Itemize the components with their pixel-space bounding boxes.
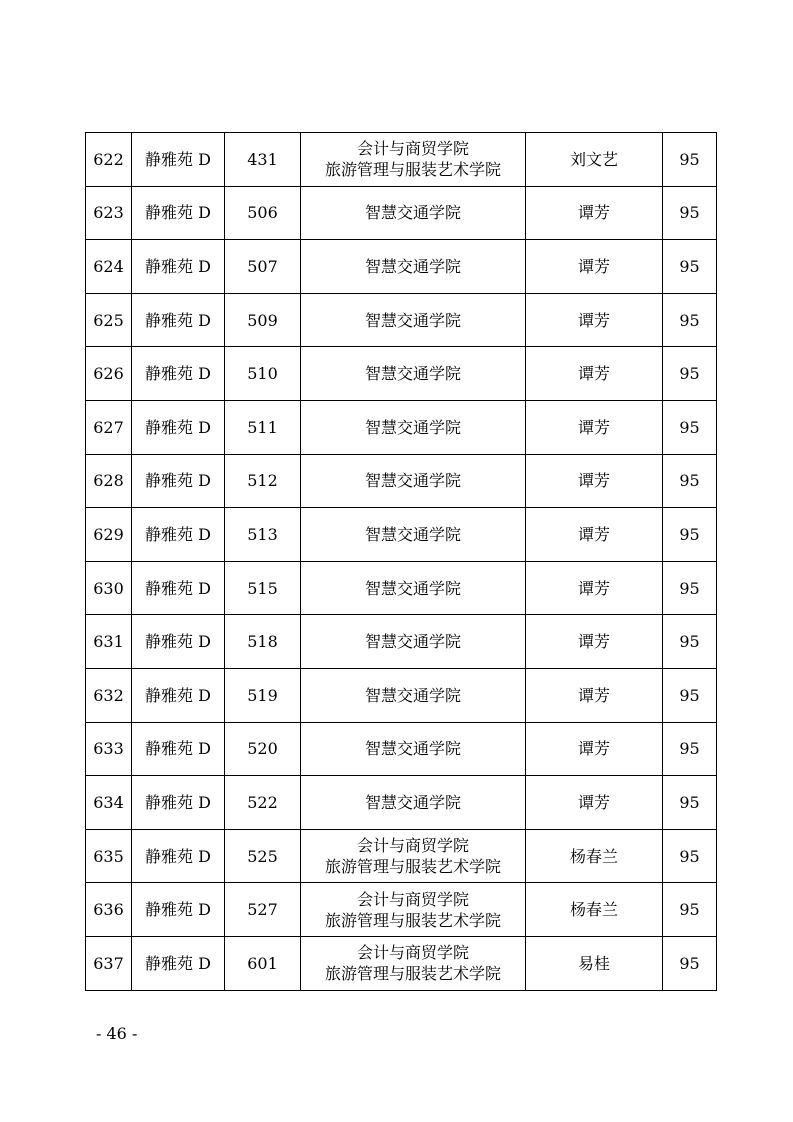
college-name: 智慧交通学院 — [364, 364, 461, 384]
room-number-cell: 518 — [225, 615, 301, 669]
room-number-cell: 527 — [225, 883, 301, 937]
building-cell: 静雅苑 D — [132, 615, 225, 669]
college-cell — [301, 722, 526, 776]
college-name: 旅游管理与服装艺术学院 — [324, 964, 501, 984]
table-row — [86, 454, 717, 508]
responsible-person-cell: 杨春兰 — [526, 883, 663, 937]
college-cell — [301, 668, 526, 722]
college-name: 智慧交通学院 — [364, 203, 461, 223]
college-name: 旅游管理与服装艺术学院 — [324, 910, 501, 930]
college-name: 智慧交通学院 — [364, 792, 461, 812]
responsible-person-cell: 杨春兰 — [526, 829, 663, 883]
row-number-cell: 636 — [86, 883, 132, 937]
table-row — [86, 508, 717, 562]
row-number-cell: 626 — [86, 347, 132, 401]
score-cell: 95 — [663, 615, 717, 669]
room-number-cell: 511 — [225, 400, 301, 454]
table-body — [86, 133, 717, 991]
score-cell: 95 — [663, 240, 717, 294]
responsible-person-cell: 谭芳 — [526, 668, 663, 722]
responsible-person-cell: 谭芳 — [526, 293, 663, 347]
college-cell — [301, 347, 526, 401]
score-cell: 95 — [663, 722, 717, 776]
responsible-person-cell: 谭芳 — [526, 400, 663, 454]
building-cell: 静雅苑 D — [132, 347, 225, 401]
college-name: 会计与商贸学院 — [356, 943, 469, 963]
building-cell: 静雅苑 D — [132, 936, 225, 990]
room-number-cell: 506 — [225, 186, 301, 240]
table-row — [86, 347, 717, 401]
dormitory-score-table — [85, 132, 717, 991]
building-cell: 静雅苑 D — [132, 561, 225, 615]
room-number-cell: 512 — [225, 454, 301, 508]
row-number-cell: 631 — [86, 615, 132, 669]
college-cell — [301, 293, 526, 347]
building-cell: 静雅苑 D — [132, 722, 225, 776]
building-cell: 静雅苑 D — [132, 454, 225, 508]
score-cell: 95 — [663, 133, 717, 187]
responsible-person-cell: 谭芳 — [526, 722, 663, 776]
room-number-cell: 509 — [225, 293, 301, 347]
row-number-cell: 624 — [86, 240, 132, 294]
table-row — [86, 668, 717, 722]
table-row — [86, 776, 717, 830]
score-cell: 95 — [663, 561, 717, 615]
building-cell: 静雅苑 D — [132, 293, 225, 347]
building-cell: 静雅苑 D — [132, 186, 225, 240]
building-cell: 静雅苑 D — [132, 133, 225, 187]
college-cell — [301, 400, 526, 454]
responsible-person-cell: 谭芳 — [526, 561, 663, 615]
college-name: 智慧交通学院 — [364, 524, 461, 544]
table-row — [86, 615, 717, 669]
table-row — [86, 240, 717, 294]
responsible-person-cell: 谭芳 — [526, 240, 663, 294]
college-name: 旅游管理与服装艺术学院 — [324, 857, 501, 877]
room-number-cell: 515 — [225, 561, 301, 615]
table-row — [86, 186, 717, 240]
row-number-cell: 622 — [86, 133, 132, 187]
college-cell — [301, 615, 526, 669]
college-cell — [301, 829, 526, 883]
table-row — [86, 561, 717, 615]
row-number-cell: 635 — [86, 829, 132, 883]
building-cell: 静雅苑 D — [132, 400, 225, 454]
table-row — [86, 293, 717, 347]
building-cell: 静雅苑 D — [132, 240, 225, 294]
row-number-cell: 629 — [86, 508, 132, 562]
score-cell: 95 — [663, 936, 717, 990]
table-row — [86, 883, 717, 937]
score-cell: 95 — [663, 293, 717, 347]
table-row — [86, 829, 717, 883]
room-number-cell: 507 — [225, 240, 301, 294]
room-number-cell: 510 — [225, 347, 301, 401]
responsible-person-cell: 谭芳 — [526, 454, 663, 508]
responsible-person-cell: 谭芳 — [526, 186, 663, 240]
college-cell — [301, 561, 526, 615]
responsible-person-cell: 易桂 — [526, 936, 663, 990]
room-number-cell: 513 — [225, 508, 301, 562]
room-number-cell: 525 — [225, 829, 301, 883]
row-number-cell: 630 — [86, 561, 132, 615]
building-cell: 静雅苑 D — [132, 776, 225, 830]
responsible-person-cell: 刘文艺 — [526, 133, 663, 187]
row-number-cell: 633 — [86, 722, 132, 776]
row-number-cell: 634 — [86, 776, 132, 830]
responsible-person-cell: 谭芳 — [526, 615, 663, 669]
table-row — [86, 133, 717, 187]
score-cell: 95 — [663, 829, 717, 883]
college-cell — [301, 936, 526, 990]
college-name: 智慧交通学院 — [364, 310, 461, 330]
college-cell — [301, 186, 526, 240]
college-cell — [301, 240, 526, 294]
building-cell: 静雅苑 D — [132, 883, 225, 937]
page-number: - 46 - — [96, 1024, 138, 1043]
college-name: 旅游管理与服装艺术学院 — [324, 160, 501, 180]
college-name: 智慧交通学院 — [364, 685, 461, 705]
responsible-person-cell: 谭芳 — [526, 776, 663, 830]
college-cell — [301, 454, 526, 508]
college-cell — [301, 776, 526, 830]
college-name: 会计与商贸学院 — [356, 836, 469, 856]
building-cell: 静雅苑 D — [132, 668, 225, 722]
room-number-cell: 431 — [225, 133, 301, 187]
college-name: 会计与商贸学院 — [356, 139, 469, 159]
room-number-cell: 519 — [225, 668, 301, 722]
college-name: 智慧交通学院 — [364, 739, 461, 759]
college-name: 会计与商贸学院 — [356, 889, 469, 909]
score-cell: 95 — [663, 454, 717, 508]
college-name: 智慧交通学院 — [364, 632, 461, 652]
college-cell — [301, 883, 526, 937]
responsible-person-cell: 谭芳 — [526, 508, 663, 562]
table-row — [86, 722, 717, 776]
room-number-cell: 522 — [225, 776, 301, 830]
row-number-cell: 625 — [86, 293, 132, 347]
score-cell: 95 — [663, 883, 717, 937]
row-number-cell: 632 — [86, 668, 132, 722]
row-number-cell: 623 — [86, 186, 132, 240]
building-cell: 静雅苑 D — [132, 508, 225, 562]
college-cell — [301, 508, 526, 562]
building-cell: 静雅苑 D — [132, 829, 225, 883]
score-cell: 95 — [663, 668, 717, 722]
college-name: 智慧交通学院 — [364, 256, 461, 276]
college-name: 智慧交通学院 — [364, 578, 461, 598]
score-cell: 95 — [663, 186, 717, 240]
college-cell — [301, 133, 526, 187]
row-number-cell: 637 — [86, 936, 132, 990]
score-cell: 95 — [663, 400, 717, 454]
room-number-cell: 601 — [225, 936, 301, 990]
table-row — [86, 936, 717, 990]
row-number-cell: 627 — [86, 400, 132, 454]
row-number-cell: 628 — [86, 454, 132, 508]
table-row — [86, 400, 717, 454]
score-cell: 95 — [663, 776, 717, 830]
score-cell: 95 — [663, 347, 717, 401]
room-number-cell: 520 — [225, 722, 301, 776]
score-cell: 95 — [663, 508, 717, 562]
college-name: 智慧交通学院 — [364, 471, 461, 491]
college-name: 智慧交通学院 — [364, 417, 461, 437]
responsible-person-cell: 谭芳 — [526, 347, 663, 401]
